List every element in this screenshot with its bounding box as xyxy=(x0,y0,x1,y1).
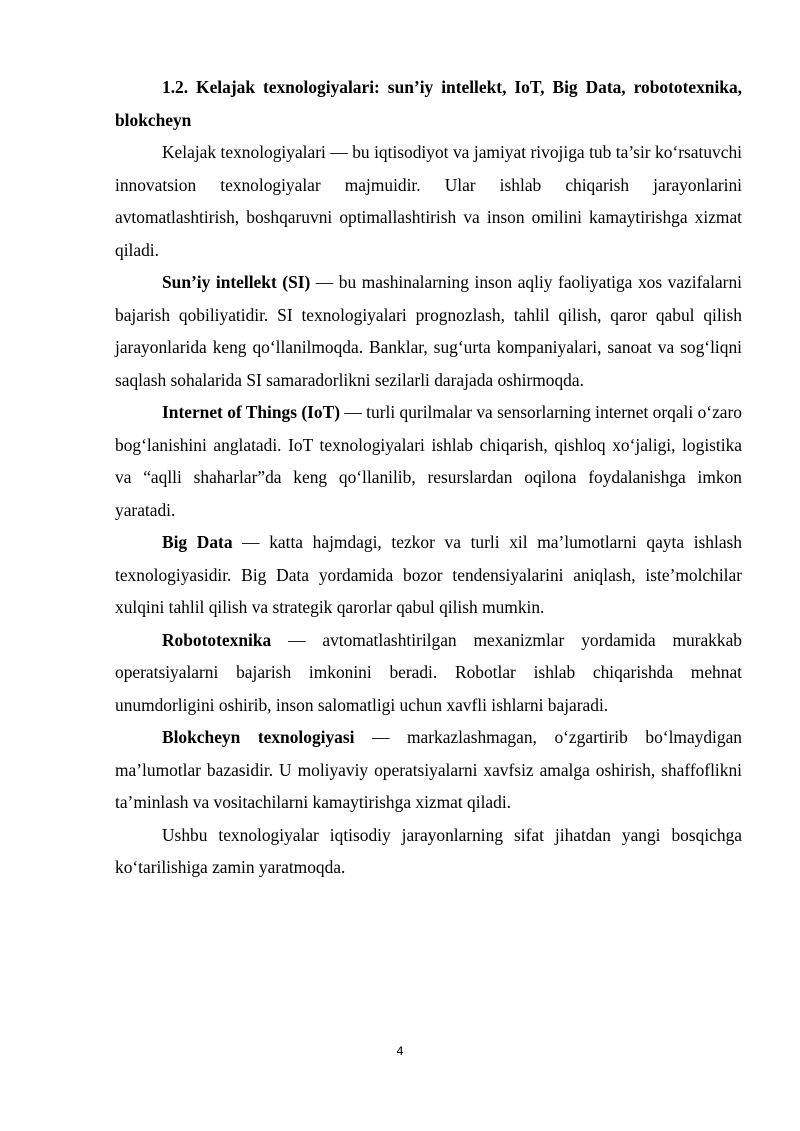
paragraph-ai xyxy=(115,266,742,396)
paragraph-blockchain-text: — markazlashmagan, oʻzgartirib boʻlmaydigan ma’lumotlar bazasidir. U moliyaviy operatsiyalarni xavfsiz amalga oshirish, shaffoflikni ta’minlash va vositachilarni kamaytirishga xizmat qiladi. xyxy=(115,727,742,812)
term-blockchain: Blokcheyn texnologiyasi xyxy=(162,727,355,747)
paragraph-blockchain xyxy=(115,721,742,819)
page-body xyxy=(115,71,742,884)
paragraph-iot-text: — turli qurilmalar va sensorlarning internet orqali oʻzaro bogʻlanishini anglatadi. IoT texnologiyalari ishlab chiqarish, qishloq xoʻjaligi, logistika va “aqlli shaharlar”da keng qoʻllanilib, resurslardan oqilona foydalanishga imkon yaratadi. xyxy=(115,402,742,520)
paragraph-intro: Kelajak texnologiyalari — bu iqtisodiyot va jamiyat rivojiga tub ta’sir koʻrsatuvchi innovatsion texnologiyalar majmuidir. Ular ishlab chiqarish jarayonlarini avtomatlashtirish, boshqaruvni optimallashtirish va inson omilini kamaytirishga xizmat qiladi. xyxy=(115,142,742,260)
paragraph-bigdata xyxy=(115,526,742,624)
term-robotics: Robototexnika xyxy=(162,629,272,650)
term-ai: Sun’iy intellekt (SI) xyxy=(162,272,311,292)
section-heading: 1.2. Kelajak texnologiyalari: sun’iy intellekt, IoT, Big Data, robototexnika, blokcheyn xyxy=(115,77,742,130)
paragraph-robotics xyxy=(115,624,742,722)
term-iot: Internet of Things (IoT) xyxy=(162,402,341,422)
paragraph-iot xyxy=(115,396,742,526)
paragraph-conclusion: Ushbu texnologiyalar iqtisodiy jarayonlarning sifat jihatdan yangi bosqichga koʻtarilishiga zamin yaratmoqda. xyxy=(115,824,742,877)
paragraph-robotics-text: — avtomatlashtirilgan mexanizmlar yordamida murakkab operatsiyalarni bajarish imkonini beradi. Robotlar ishlab chiqarishda mehnat unumdorligini oshirib, inson salomatligi uchun xavfli ishlarni bajaradi. xyxy=(115,629,742,715)
paragraph-ai-text: — bu mashinalarning inson aqliy faoliyatiga xos vazifalarni bajarish qobiliyatidir. SI texnologiyalari prognozlash, tahlil qilish, qaror qabul qilish jarayonlarida keng qoʻllanilmoqda. Banklar, sugʻurta kompaniyalari, sanoat va sogʻliqni saqlash sohalarida SI samaradorlikni sezilarli darajada oshirmoqda. xyxy=(115,272,742,390)
term-bigdata: Big Data xyxy=(162,532,233,552)
paragraph-bigdata-text: — katta hajmdagi, tezkor va turli xil ma’lumotlarni qayta ishlash texnologiyasidir. Big Data yordamida bozor tendensiyalarini aniqlash, iste’molchilar xulqini tahlil qilish va strategik qarorlar qabul qilish mumkin. xyxy=(115,532,742,617)
page-number: 4 xyxy=(396,1044,404,1058)
